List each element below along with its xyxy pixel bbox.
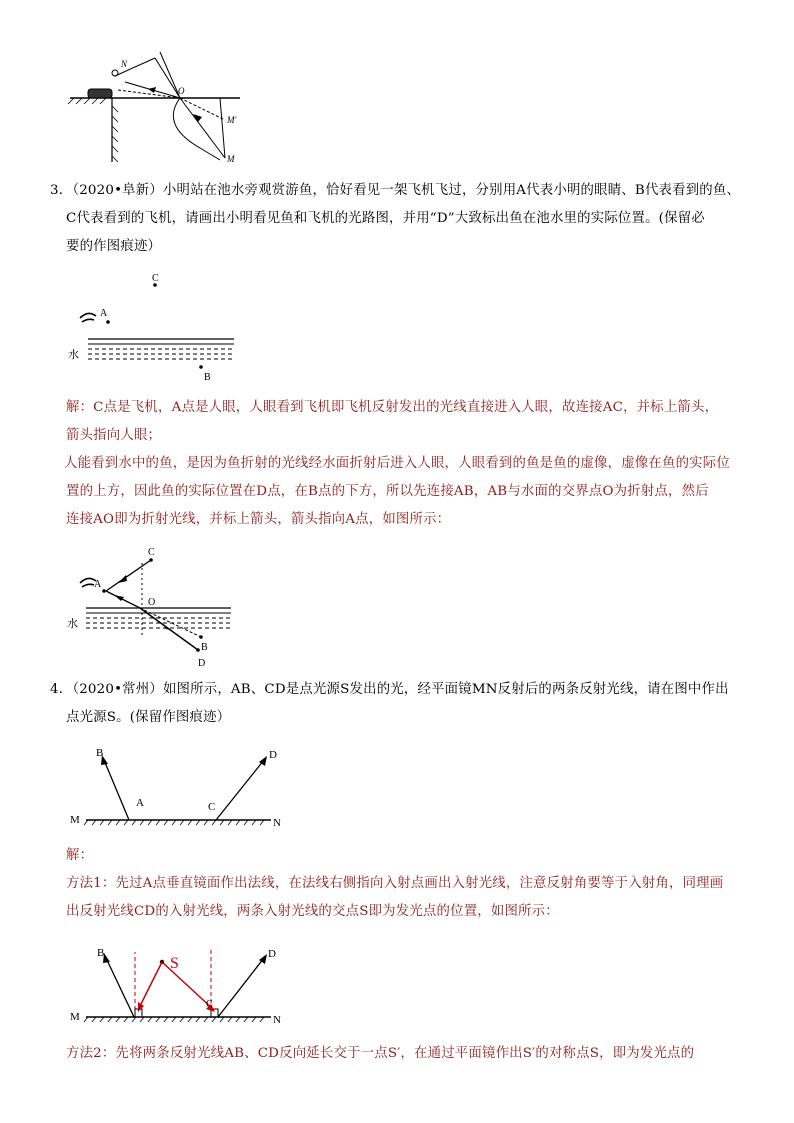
label-n: N	[121, 59, 128, 69]
q4-answer-label-c: C	[206, 999, 213, 1010]
q4-method2-1: 方法2：先将两条反射光线AB、CD反向延长交于一点S′，在通过平面镜作出S′的对称点S，即为发光点的	[66, 1046, 695, 1061]
label-m: M	[227, 154, 235, 164]
q4-method1-1: 方法1：先过A点垂直镜面作出法线，在法线右侧指向入射点画出入射光线，注意反射角要等于入射角，同理画	[66, 876, 724, 891]
q3-answer-label-d: D	[198, 658, 206, 669]
q4-answer-label-m: M	[70, 1011, 80, 1023]
q4-question	[50, 676, 750, 732]
q4-answer-label-d: D	[268, 948, 276, 960]
q3-label-c: C	[152, 273, 159, 284]
q4-label-d: D	[269, 749, 277, 761]
q3-solution-3: 人能看到水中的鱼，是因为鱼折射的光线经水面折射后进入人眼，人眼看到的鱼是鱼的虚像，虚像在鱼的实际位	[64, 456, 730, 471]
q3-diagram	[66, 272, 246, 387]
q3-label-b: B	[204, 372, 211, 383]
q3-text-1: （2020•阜新）小明站在池水旁观赏游鱼，恰好看见一架飞机飞过，分别用A代表小明的眼睛、B代表看到的鱼、	[72, 183, 741, 198]
q4-number: 4．	[50, 682, 73, 697]
q3-label-a: A	[100, 308, 108, 319]
q3-label-water: 水	[68, 349, 79, 361]
q4-method1-2: 出反射光线CD的入射光线，两条入射光线的交点S即为发光点的位置，如图所示：	[66, 904, 559, 919]
label-o: O	[178, 86, 185, 96]
q4-label-n: N	[273, 817, 281, 829]
top-diagram	[60, 50, 260, 165]
q4-solution	[66, 842, 756, 926]
q4-label-b: B	[96, 747, 104, 759]
q4-text-1: （2020•常州）如图所示，AB、CD是点光源S发出的光，经平面镜MN反射后的两条反射光线，请在图中作出	[72, 682, 729, 697]
q3-solution-1: 解：C点是飞机，A点是人眼，人眼看到飞机即飞机反射发出的光线直接进入人眼，故连接AC，并标上箭头，	[66, 400, 719, 415]
q3-question	[50, 177, 750, 261]
q3-answer-label-c: C	[148, 547, 155, 558]
q3-text-2: C代表看到的飞机，请画出小明看见鱼和飞机的光路图，并用“D”大致标出鱼在池水里的实际位置。(保留必	[66, 211, 705, 226]
q3-answer-label-water: 水	[67, 618, 78, 630]
q4-answer-diagram	[66, 940, 296, 1030]
q4-diagram	[66, 740, 296, 835]
q3-answer-diagram	[66, 545, 246, 673]
q3-number: 3．	[50, 183, 73, 198]
q4-label-c: C	[208, 801, 216, 813]
label-m-prime: M′	[227, 115, 237, 125]
q3-answer-label-a: A	[94, 579, 102, 590]
q3-solution	[66, 394, 756, 534]
q3-answer-label-b: B	[201, 642, 208, 653]
q4-label-m: M	[70, 814, 80, 826]
q4-answer-label-n: N	[273, 1014, 281, 1026]
q4-text-2: 点光源S。(保留作图痕迹）	[66, 710, 231, 725]
q4-answer-label-b: B	[97, 947, 105, 959]
eye-icon	[80, 313, 96, 322]
q3-solution-2: 箭头指向人眼；	[66, 428, 162, 443]
q3-text-3: 要的作图痕迹）	[66, 239, 162, 254]
q4-solution-title: 解：	[66, 848, 94, 863]
q3-answer-label-o: O	[148, 597, 156, 608]
q3-solution-5: 连接AO即为折射光线，并标上箭头，箭头指向A点，如图所示：	[66, 512, 451, 527]
q3-solution-4: 置的上方，因此鱼的实际位置在D点，在B点的下方，所以先连接AB，AB与水面的交界点O为折射点，然后	[66, 484, 709, 499]
q4-label-a: A	[136, 797, 144, 809]
q4-method2	[66, 1040, 756, 1068]
q4-answer-label-s: S	[170, 955, 179, 972]
